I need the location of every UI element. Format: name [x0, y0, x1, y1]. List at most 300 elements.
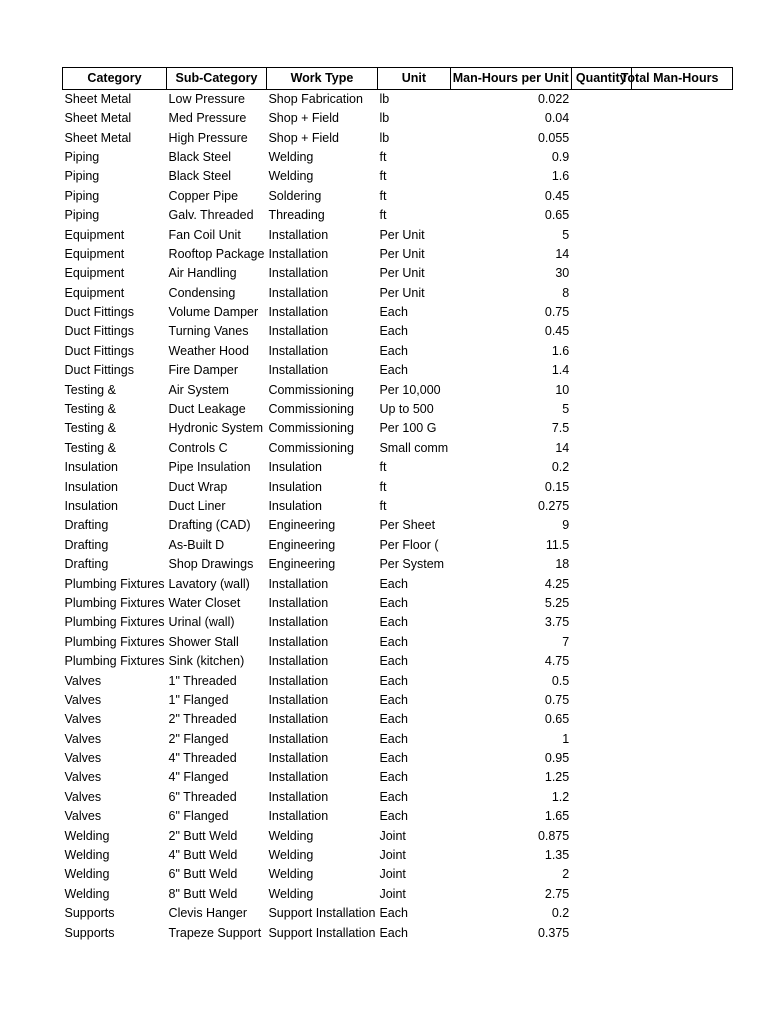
cell-unit[interactable]: Joint: [379, 828, 406, 843]
cell-unit[interactable]: Each: [379, 809, 408, 824]
cell-man-hours-per-unit[interactable]: 2.75: [544, 886, 570, 901]
cell-quantity[interactable]: [571, 555, 631, 574]
cell-total-man-hours[interactable]: [631, 536, 733, 555]
cell-sub-category[interactable]: Duct Liner: [168, 499, 226, 513]
cell-man-hours-per-unit[interactable]: 1: [562, 731, 570, 746]
cell-unit[interactable]: Per Sheet: [379, 518, 436, 533]
cell-category[interactable]: Duct Fittings: [64, 363, 134, 378]
cell-category[interactable]: Valves: [64, 673, 102, 688]
cell-total-man-hours[interactable]: [631, 826, 733, 845]
cell-quantity[interactable]: [571, 342, 631, 361]
cell-category[interactable]: Testing &: [64, 421, 116, 436]
cell-total-man-hours[interactable]: [631, 477, 733, 496]
cell-sub-category[interactable]: 4" Flanged: [168, 770, 229, 785]
cell-total-man-hours[interactable]: [631, 555, 733, 574]
header-category[interactable]: Category: [63, 68, 167, 90]
cell-work-type[interactable]: Commissioning: [268, 402, 354, 417]
cell-unit[interactable]: ft: [379, 188, 387, 203]
cell-sub-category[interactable]: Duct Leakage: [168, 402, 246, 417]
cell-total-man-hours[interactable]: [631, 109, 733, 128]
cell-man-hours-per-unit[interactable]: 7.5: [551, 421, 570, 436]
cell-total-man-hours[interactable]: [631, 613, 733, 632]
cell-sub-category[interactable]: 2" Flanged: [168, 731, 229, 746]
cell-quantity[interactable]: [571, 322, 631, 341]
cell-quantity[interactable]: [571, 536, 631, 555]
cell-total-man-hours[interactable]: [631, 128, 733, 147]
cell-quantity[interactable]: [571, 477, 631, 496]
cell-total-man-hours[interactable]: [631, 148, 733, 167]
cell-sub-category[interactable]: Trapeze Support: [168, 925, 262, 940]
cell-quantity[interactable]: [571, 865, 631, 884]
cell-work-type[interactable]: Welding: [268, 169, 314, 184]
cell-quantity[interactable]: [571, 807, 631, 826]
cell-quantity[interactable]: [571, 284, 631, 303]
cell-man-hours-per-unit[interactable]: 0.04: [544, 111, 570, 126]
cell-unit[interactable]: ft: [379, 479, 387, 494]
cell-quantity[interactable]: [571, 826, 631, 845]
cell-unit[interactable]: Each: [379, 789, 408, 804]
cell-unit[interactable]: Per 100 G: [379, 421, 437, 436]
cell-category[interactable]: Testing &: [64, 382, 116, 397]
cell-category[interactable]: Drafting: [64, 537, 109, 552]
cell-quantity[interactable]: [571, 128, 631, 147]
cell-quantity[interactable]: [571, 458, 631, 477]
cell-work-type[interactable]: Soldering: [268, 188, 322, 203]
cell-sub-category[interactable]: 4" Butt Weld: [168, 848, 238, 863]
cell-unit[interactable]: Joint: [379, 867, 406, 882]
cell-total-man-hours[interactable]: [631, 730, 733, 749]
cell-work-type[interactable]: Installation: [268, 227, 329, 242]
cell-unit[interactable]: Each: [379, 906, 408, 921]
cell-man-hours-per-unit[interactable]: 8: [562, 285, 570, 300]
cell-man-hours-per-unit[interactable]: 2: [562, 867, 570, 882]
cell-quantity[interactable]: [571, 594, 631, 613]
cell-quantity[interactable]: [571, 109, 631, 128]
cell-unit[interactable]: lb: [379, 111, 390, 126]
cell-work-type[interactable]: Welding: [268, 848, 314, 863]
cell-total-man-hours[interactable]: [631, 361, 733, 380]
cell-man-hours-per-unit[interactable]: 0.022: [537, 92, 570, 106]
cell-man-hours-per-unit[interactable]: 1.6: [551, 343, 570, 358]
cell-work-type[interactable]: Installation: [268, 809, 329, 824]
cell-sub-category[interactable]: Pipe Insulation: [168, 460, 251, 475]
cell-unit[interactable]: Small comm: [379, 440, 449, 455]
cell-category[interactable]: Insulation: [64, 479, 119, 494]
cell-total-man-hours[interactable]: [631, 225, 733, 244]
cell-quantity[interactable]: [571, 691, 631, 710]
cell-sub-category[interactable]: Sink (kitchen): [168, 654, 245, 669]
cell-sub-category[interactable]: 4" Threaded: [168, 751, 237, 766]
cell-total-man-hours[interactable]: [631, 90, 733, 110]
cell-man-hours-per-unit[interactable]: 5: [562, 227, 570, 242]
header-total-man-hours[interactable]: Total Man-Hours: [631, 68, 733, 90]
cell-total-man-hours[interactable]: [631, 439, 733, 458]
cell-work-type[interactable]: Installation: [268, 576, 329, 591]
cell-category[interactable]: Supports: [64, 925, 115, 940]
cell-quantity[interactable]: [571, 148, 631, 167]
cell-work-type[interactable]: Installation: [268, 654, 329, 669]
cell-quantity[interactable]: [571, 768, 631, 787]
cell-unit[interactable]: Each: [379, 925, 408, 940]
cell-category[interactable]: Duct Fittings: [64, 324, 134, 339]
cell-quantity[interactable]: [571, 245, 631, 264]
cell-work-type[interactable]: Welding: [268, 149, 314, 164]
cell-work-type[interactable]: Insulation: [268, 499, 322, 513]
cell-quantity[interactable]: [571, 497, 631, 516]
cell-category[interactable]: Welding: [64, 886, 110, 901]
cell-quantity[interactable]: [571, 904, 631, 923]
cell-man-hours-per-unit[interactable]: 1.2: [551, 789, 570, 804]
cell-category[interactable]: Piping: [64, 169, 100, 184]
cell-work-type[interactable]: Commissioning: [268, 421, 354, 436]
cell-category[interactable]: Valves: [64, 751, 102, 766]
cell-sub-category[interactable]: Fire Damper: [168, 363, 239, 378]
cell-total-man-hours[interactable]: [631, 788, 733, 807]
cell-unit[interactable]: Each: [379, 654, 408, 669]
cell-work-type[interactable]: Threading: [268, 208, 325, 223]
cell-unit[interactable]: Per System: [379, 557, 445, 572]
cell-total-man-hours[interactable]: [631, 187, 733, 206]
cell-sub-category[interactable]: Rooftop Package: [168, 246, 265, 261]
cell-category[interactable]: Supports: [64, 906, 115, 921]
cell-category[interactable]: Welding: [64, 828, 110, 843]
cell-man-hours-per-unit[interactable]: 1.6: [551, 169, 570, 184]
cell-quantity[interactable]: [571, 167, 631, 186]
cell-man-hours-per-unit[interactable]: 1.65: [544, 809, 570, 824]
cell-work-type[interactable]: Installation: [268, 692, 329, 707]
cell-work-type[interactable]: Installation: [268, 634, 329, 649]
cell-man-hours-per-unit[interactable]: 14: [555, 440, 570, 455]
cell-category[interactable]: Valves: [64, 789, 102, 804]
cell-total-man-hours[interactable]: [631, 380, 733, 399]
cell-total-man-hours[interactable]: [631, 400, 733, 419]
cell-sub-category[interactable]: 6" Butt Weld: [168, 867, 238, 882]
cell-unit[interactable]: ft: [379, 149, 387, 164]
cell-quantity[interactable]: [571, 846, 631, 865]
header-work-type[interactable]: Work Type: [266, 68, 377, 90]
cell-sub-category[interactable]: Air Handling: [168, 266, 237, 281]
cell-man-hours-per-unit[interactable]: 0.75: [544, 305, 570, 320]
cell-unit[interactable]: Each: [379, 692, 408, 707]
cell-total-man-hours[interactable]: [631, 865, 733, 884]
cell-unit[interactable]: Per Unit: [379, 266, 425, 281]
cell-man-hours-per-unit[interactable]: 10: [555, 382, 570, 397]
cell-sub-category[interactable]: Shower Stall: [168, 634, 239, 649]
cell-sub-category[interactable]: Fan Coil Unit: [168, 227, 241, 242]
cell-sub-category[interactable]: Turning Vanes: [168, 324, 249, 339]
cell-quantity[interactable]: [571, 574, 631, 593]
cell-sub-category[interactable]: Drafting (CAD): [168, 518, 251, 533]
cell-category[interactable]: Valves: [64, 731, 102, 746]
cell-quantity[interactable]: [571, 633, 631, 652]
cell-unit[interactable]: Each: [379, 363, 408, 378]
cell-work-type[interactable]: Engineering: [268, 537, 336, 552]
cell-unit[interactable]: ft: [379, 169, 387, 184]
cell-quantity[interactable]: [571, 439, 631, 458]
cell-unit[interactable]: ft: [379, 499, 387, 513]
cell-quantity[interactable]: [571, 206, 631, 225]
cell-category[interactable]: Welding: [64, 867, 110, 882]
cell-quantity[interactable]: [571, 361, 631, 380]
cell-category[interactable]: Duct Fittings: [64, 343, 134, 358]
cell-sub-category[interactable]: Hydronic System: [168, 421, 264, 436]
cell-sub-category[interactable]: Condensing: [168, 285, 236, 300]
cell-man-hours-per-unit[interactable]: 0.055: [537, 130, 570, 145]
cell-quantity[interactable]: [571, 652, 631, 671]
cell-man-hours-per-unit[interactable]: 5: [562, 402, 570, 417]
header-quantity[interactable]: Quantity: [571, 68, 631, 90]
cell-sub-category[interactable]: 2" Butt Weld: [168, 828, 238, 843]
cell-work-type[interactable]: Welding: [268, 886, 314, 901]
cell-sub-category[interactable]: Shop Drawings: [168, 557, 254, 572]
cell-category[interactable]: Equipment: [64, 227, 125, 242]
cell-unit[interactable]: Each: [379, 751, 408, 766]
cell-total-man-hours[interactable]: [631, 206, 733, 225]
cell-man-hours-per-unit[interactable]: 4.75: [544, 654, 570, 669]
cell-sub-category[interactable]: Lavatory (wall): [168, 576, 250, 591]
cell-sub-category[interactable]: Controls C: [168, 440, 228, 455]
cell-total-man-hours[interactable]: [631, 342, 733, 361]
cell-total-man-hours[interactable]: [631, 710, 733, 729]
cell-category[interactable]: Piping: [64, 188, 100, 203]
cell-man-hours-per-unit[interactable]: 9: [562, 518, 570, 533]
cell-category[interactable]: Equipment: [64, 266, 125, 281]
cell-total-man-hours[interactable]: [631, 594, 733, 613]
cell-total-man-hours[interactable]: [631, 419, 733, 438]
cell-unit[interactable]: Each: [379, 673, 408, 688]
cell-category[interactable]: Testing &: [64, 440, 116, 455]
cell-quantity[interactable]: [571, 419, 631, 438]
cell-man-hours-per-unit[interactable]: 0.375: [537, 925, 570, 940]
cell-unit[interactable]: Each: [379, 343, 408, 358]
cell-unit[interactable]: Each: [379, 305, 408, 320]
cell-unit[interactable]: ft: [379, 208, 387, 223]
cell-man-hours-per-unit[interactable]: 0.65: [544, 208, 570, 223]
cell-category[interactable]: Piping: [64, 208, 100, 223]
cell-total-man-hours[interactable]: [631, 923, 733, 942]
cell-work-type[interactable]: Installation: [268, 266, 329, 281]
cell-sub-category[interactable]: Weather Hood: [168, 343, 249, 358]
cell-man-hours-per-unit[interactable]: 7: [562, 634, 570, 649]
cell-total-man-hours[interactable]: [631, 497, 733, 516]
cell-total-man-hours[interactable]: [631, 807, 733, 826]
cell-man-hours-per-unit[interactable]: 18: [555, 557, 570, 572]
cell-unit[interactable]: lb: [379, 92, 390, 106]
cell-total-man-hours[interactable]: [631, 633, 733, 652]
cell-total-man-hours[interactable]: [631, 904, 733, 923]
cell-quantity[interactable]: [571, 225, 631, 244]
cell-work-type[interactable]: Shop + Field: [268, 111, 339, 126]
cell-sub-category[interactable]: Copper Pipe: [168, 188, 239, 203]
cell-total-man-hours[interactable]: [631, 846, 733, 865]
cell-man-hours-per-unit[interactable]: 1.4: [551, 363, 570, 378]
header-man-hours-per-unit[interactable]: Man-Hours per Unit: [450, 68, 571, 90]
cell-sub-category[interactable]: Air System: [168, 382, 229, 397]
cell-man-hours-per-unit[interactable]: 0.9: [551, 149, 570, 164]
cell-work-type[interactable]: Installation: [268, 673, 329, 688]
cell-man-hours-per-unit[interactable]: 11.5: [545, 537, 570, 552]
cell-sub-category[interactable]: Duct Wrap: [168, 479, 228, 494]
cell-sub-category[interactable]: 2" Threaded: [168, 712, 237, 727]
cell-sub-category[interactable]: Galv. Threaded: [168, 208, 254, 223]
cell-man-hours-per-unit[interactable]: 0.45: [544, 188, 570, 203]
cell-category[interactable]: Welding: [64, 848, 110, 863]
cell-category[interactable]: Testing &: [64, 402, 116, 417]
cell-category[interactable]: Plumbing Fixtures: [64, 576, 165, 591]
cell-man-hours-per-unit[interactable]: 14: [555, 246, 570, 261]
cell-man-hours-per-unit[interactable]: 0.2: [551, 906, 570, 921]
cell-work-type[interactable]: Welding: [268, 828, 314, 843]
cell-category[interactable]: Drafting: [64, 518, 109, 533]
cell-quantity[interactable]: [571, 516, 631, 535]
cell-sub-category[interactable]: High Pressure: [168, 130, 248, 145]
cell-work-type[interactable]: Welding: [268, 867, 314, 882]
cell-total-man-hours[interactable]: [631, 652, 733, 671]
cell-category[interactable]: Plumbing Fixtures: [64, 595, 165, 610]
cell-unit[interactable]: Each: [379, 615, 408, 630]
cell-total-man-hours[interactable]: [631, 885, 733, 904]
cell-category[interactable]: Insulation: [64, 499, 119, 513]
cell-man-hours-per-unit[interactable]: 5.25: [544, 595, 570, 610]
cell-category[interactable]: Sheet Metal: [64, 92, 132, 106]
cell-total-man-hours[interactable]: [631, 516, 733, 535]
cell-work-type[interactable]: Shop Fabrication: [268, 92, 363, 106]
cell-category[interactable]: Equipment: [64, 285, 125, 300]
cell-unit[interactable]: Per Unit: [379, 285, 425, 300]
cell-work-type[interactable]: Installation: [268, 305, 329, 320]
cell-sub-category[interactable]: Black Steel: [168, 149, 232, 164]
cell-sub-category[interactable]: 6" Flanged: [168, 809, 229, 824]
cell-work-type[interactable]: Commissioning: [268, 382, 354, 397]
cell-man-hours-per-unit[interactable]: 1.35: [544, 848, 570, 863]
cell-unit[interactable]: Each: [379, 731, 408, 746]
cell-unit[interactable]: Joint: [379, 848, 406, 863]
cell-work-type[interactable]: Installation: [268, 712, 329, 727]
cell-total-man-hours[interactable]: [631, 691, 733, 710]
cell-category[interactable]: Valves: [64, 692, 102, 707]
cell-man-hours-per-unit[interactable]: 0.65: [544, 712, 570, 727]
cell-total-man-hours[interactable]: [631, 574, 733, 593]
cell-total-man-hours[interactable]: [631, 167, 733, 186]
cell-total-man-hours[interactable]: [631, 264, 733, 283]
cell-unit[interactable]: ft: [379, 460, 387, 475]
cell-sub-category[interactable]: Black Steel: [168, 169, 232, 184]
cell-sub-category[interactable]: Water Closet: [168, 595, 241, 610]
cell-man-hours-per-unit[interactable]: 1.25: [544, 770, 570, 785]
cell-work-type[interactable]: Installation: [268, 595, 329, 610]
cell-quantity[interactable]: [571, 90, 631, 110]
cell-total-man-hours[interactable]: [631, 322, 733, 341]
cell-quantity[interactable]: [571, 749, 631, 768]
cell-work-type[interactable]: Shop + Field: [268, 130, 339, 145]
cell-work-type[interactable]: Installation: [268, 731, 329, 746]
cell-work-type[interactable]: Installation: [268, 363, 329, 378]
cell-sub-category[interactable]: 1" Flanged: [168, 692, 229, 707]
cell-category[interactable]: Equipment: [64, 246, 125, 261]
cell-man-hours-per-unit[interactable]: 0.5: [551, 673, 570, 688]
cell-work-type[interactable]: Insulation: [268, 479, 322, 494]
cell-unit[interactable]: Each: [379, 595, 408, 610]
cell-total-man-hours[interactable]: [631, 245, 733, 264]
cell-man-hours-per-unit[interactable]: 0.45: [544, 324, 570, 339]
cell-sub-category[interactable]: Clevis Hanger: [168, 906, 248, 921]
cell-man-hours-per-unit[interactable]: 4.25: [544, 576, 570, 591]
cell-category[interactable]: Sheet Metal: [64, 111, 132, 126]
cell-man-hours-per-unit[interactable]: 0.2: [551, 460, 570, 475]
cell-work-type[interactable]: Engineering: [268, 557, 336, 572]
cell-work-type[interactable]: Installation: [268, 343, 329, 358]
cell-total-man-hours[interactable]: [631, 749, 733, 768]
cell-category[interactable]: Valves: [64, 809, 102, 824]
cell-work-type[interactable]: Installation: [268, 770, 329, 785]
cell-work-type[interactable]: Engineering: [268, 518, 336, 533]
cell-unit[interactable]: Per Unit: [379, 246, 425, 261]
cell-quantity[interactable]: [571, 264, 631, 283]
cell-work-type[interactable]: Commissioning: [268, 440, 354, 455]
cell-quantity[interactable]: [571, 400, 631, 419]
cell-unit[interactable]: lb: [379, 130, 390, 145]
cell-man-hours-per-unit[interactable]: 0.275: [537, 499, 570, 513]
cell-quantity[interactable]: [571, 187, 631, 206]
cell-unit[interactable]: Each: [379, 576, 408, 591]
cell-man-hours-per-unit[interactable]: 3.75: [544, 615, 570, 630]
cell-category[interactable]: Plumbing Fixtures: [64, 654, 165, 669]
cell-unit[interactable]: Each: [379, 634, 408, 649]
cell-work-type[interactable]: Installation: [268, 246, 329, 261]
cell-work-type[interactable]: Installation: [268, 324, 329, 339]
cell-unit[interactable]: Each: [379, 324, 408, 339]
cell-unit[interactable]: Each: [379, 770, 408, 785]
cell-sub-category[interactable]: Volume Damper: [168, 305, 259, 320]
cell-quantity[interactable]: [571, 788, 631, 807]
cell-work-type[interactable]: Installation: [268, 285, 329, 300]
cell-sub-category[interactable]: Urinal (wall): [168, 615, 235, 630]
cell-quantity[interactable]: [571, 710, 631, 729]
cell-work-type[interactable]: Support Installation: [268, 906, 376, 921]
header-unit[interactable]: Unit: [377, 68, 450, 90]
cell-category[interactable]: Piping: [64, 149, 100, 164]
cell-quantity[interactable]: [571, 380, 631, 399]
cell-sub-category[interactable]: Low Pressure: [168, 92, 245, 106]
cell-quantity[interactable]: [571, 671, 631, 690]
cell-category[interactable]: Duct Fittings: [64, 305, 134, 320]
cell-unit[interactable]: Joint: [379, 886, 406, 901]
cell-sub-category[interactable]: 6" Threaded: [168, 789, 237, 804]
cell-total-man-hours[interactable]: [631, 303, 733, 322]
cell-sub-category[interactable]: 1" Threaded: [168, 673, 237, 688]
cell-work-type[interactable]: Installation: [268, 751, 329, 766]
cell-category[interactable]: Valves: [64, 712, 102, 727]
cell-quantity[interactable]: [571, 730, 631, 749]
cell-unit[interactable]: Per Unit: [379, 227, 425, 242]
cell-man-hours-per-unit[interactable]: 30: [555, 266, 570, 281]
cell-man-hours-per-unit[interactable]: 0.15: [544, 479, 570, 494]
cell-work-type[interactable]: Support Installation: [268, 925, 376, 940]
cell-man-hours-per-unit[interactable]: 0.75: [544, 692, 570, 707]
cell-total-man-hours[interactable]: [631, 284, 733, 303]
cell-sub-category[interactable]: Med Pressure: [168, 111, 247, 126]
cell-total-man-hours[interactable]: [631, 458, 733, 477]
cell-category[interactable]: Drafting: [64, 557, 109, 572]
cell-man-hours-per-unit[interactable]: 0.95: [544, 751, 570, 766]
cell-category[interactable]: Sheet Metal: [64, 130, 132, 145]
cell-quantity[interactable]: [571, 885, 631, 904]
cell-quantity[interactable]: [571, 613, 631, 632]
cell-category[interactable]: Valves: [64, 770, 102, 785]
cell-total-man-hours[interactable]: [631, 671, 733, 690]
cell-unit[interactable]: Up to 500: [379, 402, 434, 417]
cell-category[interactable]: Plumbing Fixtures: [64, 615, 165, 630]
